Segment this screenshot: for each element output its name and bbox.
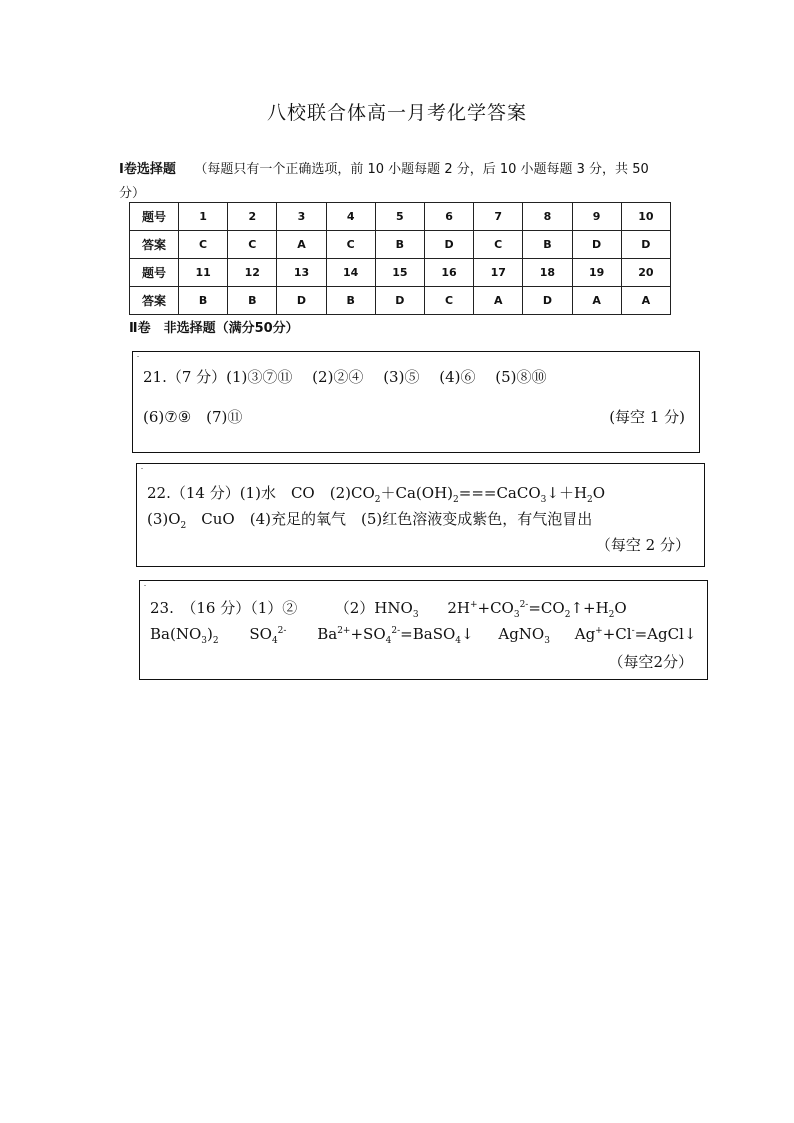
table-cell: D	[375, 287, 424, 315]
q22-box: - 22.（14 分）(1)水 CO $(2)CO_2+Ca(OH)_2===CaCO_3↓+H_2O$ $(3)O_2$ CuO (4)充足的氧气 (5)红色溶液变成紫色，有气泡冒出 （每空 2 分）	[136, 463, 705, 567]
table-row	[130, 231, 671, 259]
q21-line2: (6)⑦⑨ (7)⑪	[143, 408, 243, 426]
table-cell: B	[326, 287, 375, 315]
q23-line1: 23. （16 分）（1）② $(2)HNO_3$ $2H^++CO_3^{2-}=CO_2↑+H_2O$	[150, 599, 627, 620]
q22-line1: 22.（14 分）(1)水 CO $(2)CO_2+Ca(OH)_2===CaCO_3↓+H_2O$	[147, 484, 606, 505]
table-cell: A	[621, 287, 670, 315]
table-cell: B	[179, 287, 228, 315]
table-cell: 4	[326, 203, 375, 231]
table-cell: B	[375, 231, 424, 259]
table-cell: 3	[277, 203, 326, 231]
table-cell: 5	[375, 203, 424, 231]
table-cell: A	[572, 287, 621, 315]
table-cell: 8	[523, 203, 572, 231]
table-cell: 16	[424, 259, 473, 287]
table-cell: C	[326, 231, 375, 259]
table-cell: C	[179, 231, 228, 259]
table-cell: 7	[474, 203, 523, 231]
q23-score: （每空2分）	[608, 653, 693, 671]
table-cell: 10	[621, 203, 670, 231]
table-cell: C	[474, 231, 523, 259]
table-cell: D	[277, 287, 326, 315]
page-title: 八校联合体高一月考化学答案	[266, 102, 527, 124]
q23-line2: $Ba(NO_3)_2$ $SO_4^{2-}$ $Ba^{2+}+SO_4^{2-}=BaSO_4↓$ AgNO$_3$ Ag++Cl-=AgCl↓	[150, 625, 697, 646]
row-header: 题号	[130, 203, 179, 231]
section1-label: Ⅰ卷选择题	[119, 162, 176, 177]
table-row	[130, 259, 671, 287]
table-cell: 1	[179, 203, 228, 231]
table-cell: 17	[474, 259, 523, 287]
table-row	[130, 203, 671, 231]
table-cell: 14	[326, 259, 375, 287]
table-cell: D	[572, 231, 621, 259]
table-cell: 20	[621, 259, 670, 287]
q23-box: - 23. （16 分）（1）② $(2)HNO_3$ $2H^++CO_3^{2-}=CO_2↑+H_2O$ $Ba(NO_3)_2$ $SO_4^{2-}$ $Ba^{2+}+SO_4^{2-}=BaSO_4↓$ AgNO$_3$ Ag++Cl-=AgCl↓ （每空2分）	[139, 580, 708, 680]
q21-score: (每空 1 分)	[609, 408, 685, 426]
q21-box: - 21.（7 分）(1)③⑦⑪ (2)②④ (3)⑤ (4)⑥ (5)⑧⑩ (6)⑦⑨ (7)⑪ (每空 1 分)	[132, 351, 700, 453]
section2-header: Ⅱ卷 非选择题（满分50分）	[129, 321, 299, 336]
table-cell: B	[228, 287, 277, 315]
table-row	[130, 287, 671, 315]
table-cell: 11	[179, 259, 228, 287]
table-cell: C	[424, 287, 473, 315]
row-header: 答案	[130, 287, 179, 315]
answer-table	[129, 202, 671, 315]
table-cell: 6	[424, 203, 473, 231]
table-cell: D	[621, 231, 670, 259]
table-cell: C	[228, 231, 277, 259]
table-cell: D	[424, 231, 473, 259]
table-cell: A	[277, 231, 326, 259]
table-cell: D	[523, 287, 572, 315]
table-cell: 2	[228, 203, 277, 231]
table-cell: 19	[572, 259, 621, 287]
table-cell: 9	[572, 203, 621, 231]
row-header: 答案	[130, 231, 179, 259]
table-cell: 12	[228, 259, 277, 287]
section1-note-cont: 分）	[119, 186, 146, 201]
table-cell: A	[474, 287, 523, 315]
q21-line1: 21.（7 分）(1)③⑦⑪ (2)②④ (3)⑤ (4)⑥ (5)⑧⑩	[143, 368, 547, 386]
table-cell: B	[523, 231, 572, 259]
table-cell: 15	[375, 259, 424, 287]
q22-score: （每空 2 分）	[595, 536, 690, 554]
section1-note: （每题只有一个正确选项，前 10 小题每题 2 分，后 10 小题每题 3 分，共 50	[194, 162, 649, 177]
row-header: 题号	[130, 259, 179, 287]
section1-header	[119, 158, 679, 206]
table-cell: 18	[523, 259, 572, 287]
table-cell: 13	[277, 259, 326, 287]
q22-line2: $(3)O_2$ CuO (4)充足的氧气 (5)红色溶液变成紫色，有气泡冒出	[147, 510, 593, 531]
